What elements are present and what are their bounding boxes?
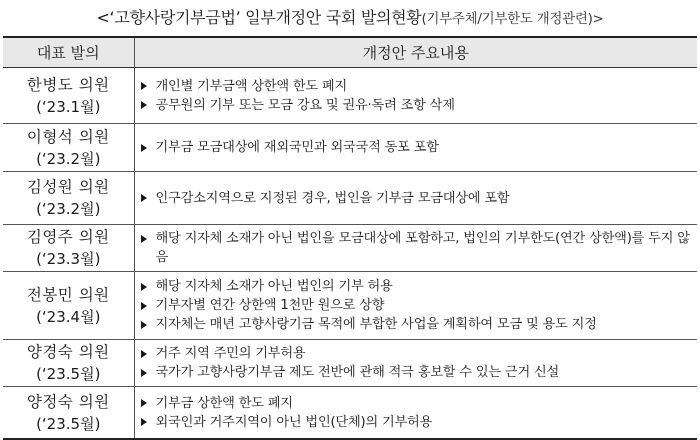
bullet-triangle-icon bbox=[141, 321, 147, 329]
list-item: 기부금 상한액 한도 폐지 bbox=[141, 394, 694, 413]
list-item: 해당 지자체 소재가 아닌 법인을 모금대상에 포함하고, 법인의 기부한도(연간 상한액)를 두지 않음 bbox=[141, 229, 694, 267]
bullet-triangle-icon bbox=[141, 418, 147, 426]
list-item: 외국인과 거주지역이 아닌 법인(단체)의 기부허용 bbox=[141, 413, 694, 432]
list-item: 국가가 고향사랑기부금 제도 전반에 관해 적극 홍보할 수 있는 근거 신설 bbox=[141, 363, 694, 382]
list-item: 공무원의 기부 또는 모금 강요 및 권유·독려 조항 삭제 bbox=[141, 96, 694, 115]
contents-cell bbox=[134, 272, 697, 340]
representative-cell bbox=[3, 272, 134, 340]
representative-name: 전봉민 의원 bbox=[26, 285, 110, 304]
proposal-date: (‘23.2월) bbox=[36, 200, 101, 218]
bullet-triangle-icon bbox=[141, 82, 147, 90]
table-row bbox=[3, 172, 697, 225]
title-subtitle: (기부주체/기부한도 개정관련)> bbox=[421, 11, 604, 27]
proposal-date: (‘23.2월) bbox=[36, 149, 101, 168]
representative-name: 김영주 의원 bbox=[26, 228, 110, 246]
contents-cell bbox=[134, 387, 697, 440]
representative-name: 김성원 의원 bbox=[26, 178, 110, 196]
representative-cell bbox=[3, 387, 134, 440]
table-row bbox=[3, 225, 697, 272]
representative-cell bbox=[3, 340, 134, 387]
bullet-triangle-icon bbox=[141, 283, 147, 291]
table-row bbox=[3, 272, 697, 340]
bullet-triangle-icon bbox=[141, 144, 147, 152]
bullet-triangle-icon bbox=[141, 302, 147, 310]
contents-cell bbox=[134, 172, 697, 225]
representative-name: 이형석 의원 bbox=[26, 127, 110, 146]
contents-cell bbox=[134, 124, 697, 172]
bullet-triangle-icon bbox=[141, 194, 147, 202]
header-representative: 대표 발의 bbox=[3, 37, 134, 68]
proposal-date: (‘23.4월) bbox=[36, 307, 101, 326]
bullet-triangle-icon bbox=[141, 235, 147, 243]
bullet-triangle-icon bbox=[141, 350, 147, 358]
proposal-date: (‘23.1월) bbox=[36, 97, 101, 116]
document-title bbox=[0, 5, 700, 31]
list-item: 거주 지역 주민의 기부허용 bbox=[141, 344, 694, 363]
bullet-triangle-icon bbox=[141, 369, 147, 377]
list-item: 지자체는 매년 고향사랑기금 목적에 부합한 사업을 계획하여 모금 및 용도 지정 bbox=[141, 315, 694, 334]
representative-name: 양정숙 의원 bbox=[26, 392, 110, 411]
representative-cell bbox=[3, 68, 134, 124]
table-row bbox=[3, 68, 697, 124]
representative-name: 한병도 의원 bbox=[26, 75, 110, 94]
proposal-date: (‘23.3월) bbox=[36, 250, 101, 268]
proposal-date: (‘23.5월) bbox=[36, 365, 101, 383]
table-row bbox=[3, 340, 697, 387]
table-row bbox=[3, 124, 697, 172]
table-row bbox=[3, 387, 697, 440]
list-item: 해당 지자체 소재가 아닌 법인의 기부 허용 bbox=[141, 277, 694, 296]
header-contents: 개정안 주요내용 bbox=[134, 37, 697, 68]
list-item: 개인별 기부금액 상한액 한도 폐지 bbox=[141, 77, 694, 96]
bullet-triangle-icon bbox=[141, 399, 147, 407]
list-item: 기부금 모금대상에 재외국민과 외국국적 동포 포함 bbox=[141, 138, 694, 157]
title-main: <‘고향사랑기부금법’ 일부개정안 국회 발의현황 bbox=[96, 8, 422, 27]
representative-cell bbox=[3, 225, 134, 272]
header-row bbox=[3, 37, 697, 68]
proposal-date: (‘23.5월) bbox=[36, 414, 101, 433]
bullet-triangle-icon bbox=[141, 101, 147, 109]
list-item: 기부자별 연간 상한액 1천만 원으로 상향 bbox=[141, 296, 694, 315]
bill-proposal-table bbox=[3, 36, 697, 440]
contents-cell bbox=[134, 68, 697, 124]
representative-cell bbox=[3, 124, 134, 172]
list-item: 인구감소지역으로 지정된 경우, 법인을 기부금 모금대상에 포함 bbox=[141, 189, 694, 208]
representative-cell bbox=[3, 172, 134, 225]
representative-name: 양경숙 의원 bbox=[26, 343, 110, 361]
contents-cell bbox=[134, 340, 697, 387]
contents-cell bbox=[134, 225, 697, 272]
